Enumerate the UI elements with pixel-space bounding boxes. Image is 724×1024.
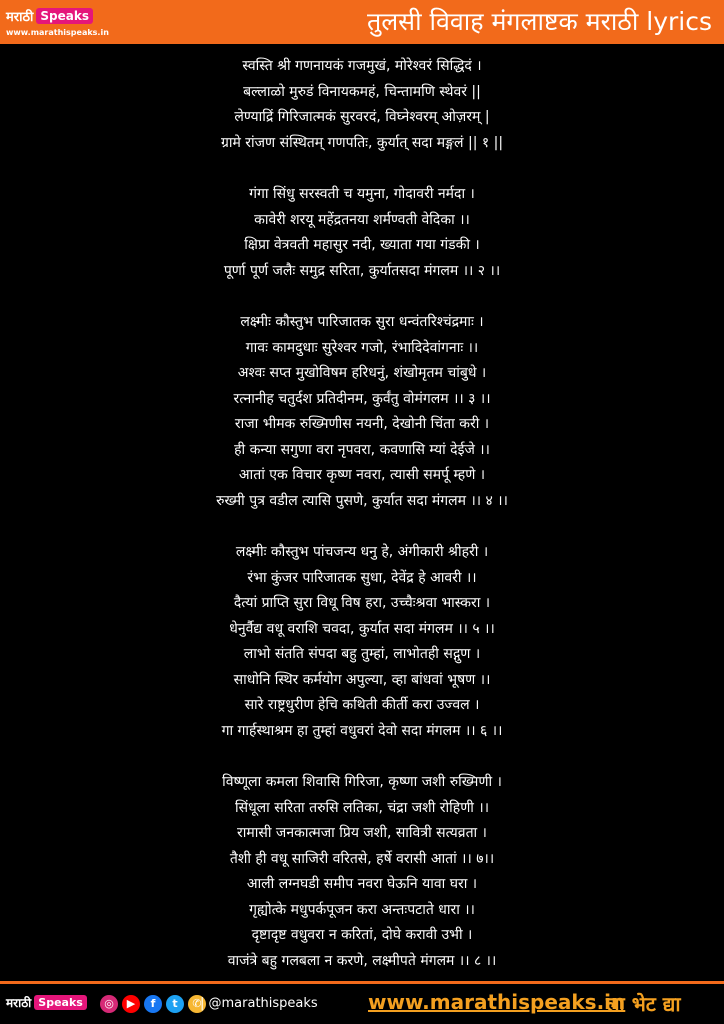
page-title: तुलसी विवाह मंगलाष्टक मराठी lyrics xyxy=(366,7,712,36)
lyric-line: विष्णूला कमला शिवासि गिरिजा, कृष्णा जशी रुख्मिणी । xyxy=(222,774,502,790)
lyric-line: ही कन्या सगुणा वरा नृपवरा, कवणासि म्यां देईजे ।। xyxy=(234,441,490,458)
lyric-line: लक्ष्मीः कौस्तुभ पांचजन्य धनु हे, अंगीकारी श्रीहरी । xyxy=(235,544,489,560)
instagram-icon[interactable]: ◎ xyxy=(100,995,118,1013)
footer-url-link[interactable]: www.marathispeaks.in xyxy=(368,990,626,1014)
logo-speaks-badge: Speaks xyxy=(36,8,93,24)
lyric-line: रुख्मी पुत्र वडील त्यासि पुसणे, कुर्यात सदा मंगलम ।। ४ ।। xyxy=(216,492,508,509)
lyric-line: राजा भीमक रुख्मिणीस नयनी, देखोनी चिंता करी । xyxy=(234,416,490,432)
lyric-line: बल्लाळो मुरुडं विनायकमहं, चिन्तामणि स्थेवरं || xyxy=(243,83,481,100)
lyric-line: क्षिप्रा वेत्रवती महासुर नदी, ख्याता गया गंडकी । xyxy=(244,237,480,253)
lyric-line: रामासी जनकात्मजा प्रिय जशी, सावित्री सत्यव्रता । xyxy=(237,825,487,841)
lyric-line: धेनुर्वैद्य वधू वराशि चवदा, कुर्यात सदा मंगलम ।। ५ ।। xyxy=(229,620,495,637)
social-handle[interactable]: | @marathispeaks xyxy=(200,996,318,1011)
lyric-line: अश्वः सप्त मुखोविषम हरिधनुं, शंखोमृतम चांबुधे । xyxy=(237,365,487,381)
lyric-line: आली लग्नघडी समीप नवरा घेऊनि यावा घरा । xyxy=(246,876,478,892)
lyric-line: आतां एक विचार कृष्ण नवरा, त्यासी समर्पू म्हणे । xyxy=(238,467,486,483)
lyric-line: दृष्टादृष्ट वधुवरा न करितां, दोघे करावी उभी । xyxy=(251,927,473,943)
lyric-line: रंभा कुंजर पारिजातक सुधा, देवेंद्र हे आवरी ।। xyxy=(247,569,477,586)
stanza-5 xyxy=(0,770,724,974)
whatsapp-icon[interactable]: ✆ xyxy=(188,995,206,1013)
header-bar xyxy=(0,0,724,44)
lyric-line: स्वस्ति श्री गणनायकं गजमुखं, मोरेश्वरं सिद्धिदं । xyxy=(242,58,482,74)
lyric-line: तैशी ही वधू साजिरी वरितसे, हर्षे वरासी आतां ।। ७।। xyxy=(229,850,495,867)
youtube-icon[interactable]: ▶ xyxy=(122,995,140,1013)
lyric-line: साधोनि स्थिर कर्मयोग अपुल्या, व्हा बांधवां भूषण ।। xyxy=(233,671,491,688)
twitter-icon[interactable]: t xyxy=(166,995,184,1013)
footer-logo[interactable] xyxy=(6,994,87,1011)
lyric-line: वाजंत्रे बहु गलबला न करणे, लक्ष्मीपते मंगलम ।। ८ ।। xyxy=(227,952,497,969)
lyric-line: रत्नानीह चतुर्दश प्रतिदीनम, कुर्वंतु वोमंगलम ।। ३ ।। xyxy=(233,390,491,407)
footer-cta: ला भेट द्या xyxy=(606,992,681,1016)
stanza-3 xyxy=(0,310,724,514)
logo-marathi-text: मराठी xyxy=(6,10,34,25)
logo-marathi-text: मराठी xyxy=(6,996,32,1010)
lyric-line: लेण्याद्रिं गिरिजात्मकं सुरवरदं, विघ्नेश्वरम् ओ‌‌ज़रम् | xyxy=(234,109,490,125)
facebook-icon[interactable]: f xyxy=(144,995,162,1013)
lyric-line: लक्ष्मीः कौस्तुभ पारिजातक सुरा धन्वंतरिश्चंद्रमाः । xyxy=(240,314,484,330)
site-logo[interactable] xyxy=(6,6,93,26)
footer-bar xyxy=(0,981,724,1024)
stanza-4 xyxy=(0,540,724,744)
lyric-line: कावेरी शरयू महेंद्रतनया शर्मण्वती वेदिका ।। xyxy=(254,211,470,228)
social-icons xyxy=(100,995,206,1013)
lyric-line: सिंधूला सरिता तरुसि लतिका, चंद्रा जशी रोहिणी ।। xyxy=(234,799,489,816)
lyric-line: पूर्णा पूर्ण जलैः समुद्र सरिता, कुर्यातसदा मंगलम ।। २ ।। xyxy=(223,262,501,279)
site-url[interactable]: www.marathispeaks.in xyxy=(6,28,109,37)
stanza-1 xyxy=(0,54,724,156)
stanza-2 xyxy=(0,182,724,284)
lyric-line: सारे राष्ट्रधुरीण हेचि कथिती कीर्ती करा उज्वल । xyxy=(244,697,480,713)
lyric-line: गृह्योत्के मधुपर्कपूजन करा अन्तःपटाते धारा ।। xyxy=(249,901,475,918)
lyric-line: गंगा सिंधु सरस्वती च यमुना, गोदावरी नर्मदा । xyxy=(249,186,475,202)
lyrics-body xyxy=(0,44,724,984)
lyric-line: लाभो संतति संपदा बहु तुम्हां, लाभोतही सद्गुण । xyxy=(243,646,481,662)
logo-speaks-badge: Speaks xyxy=(34,995,87,1010)
lyric-line: गा गार्हस्थाश्रम हा तुम्हां वधुवरां देवो सदा मंगलम ।। ६ ।। xyxy=(221,722,503,739)
lyric-line: गावः कामदुधाः सुरेश्वर गजो, रंभादिदेवांगनाः ।। xyxy=(245,339,479,356)
lyric-line: दैत्यां प्राप्ति सुरा विधू विष हरा, उच्चैःश्रवा भास्करा । xyxy=(233,595,491,611)
lyric-line: ग्रामे रांजण संस्थितम् गणपतिः, कुर्यात् सदा मङ्गलं || १ || xyxy=(220,134,504,151)
